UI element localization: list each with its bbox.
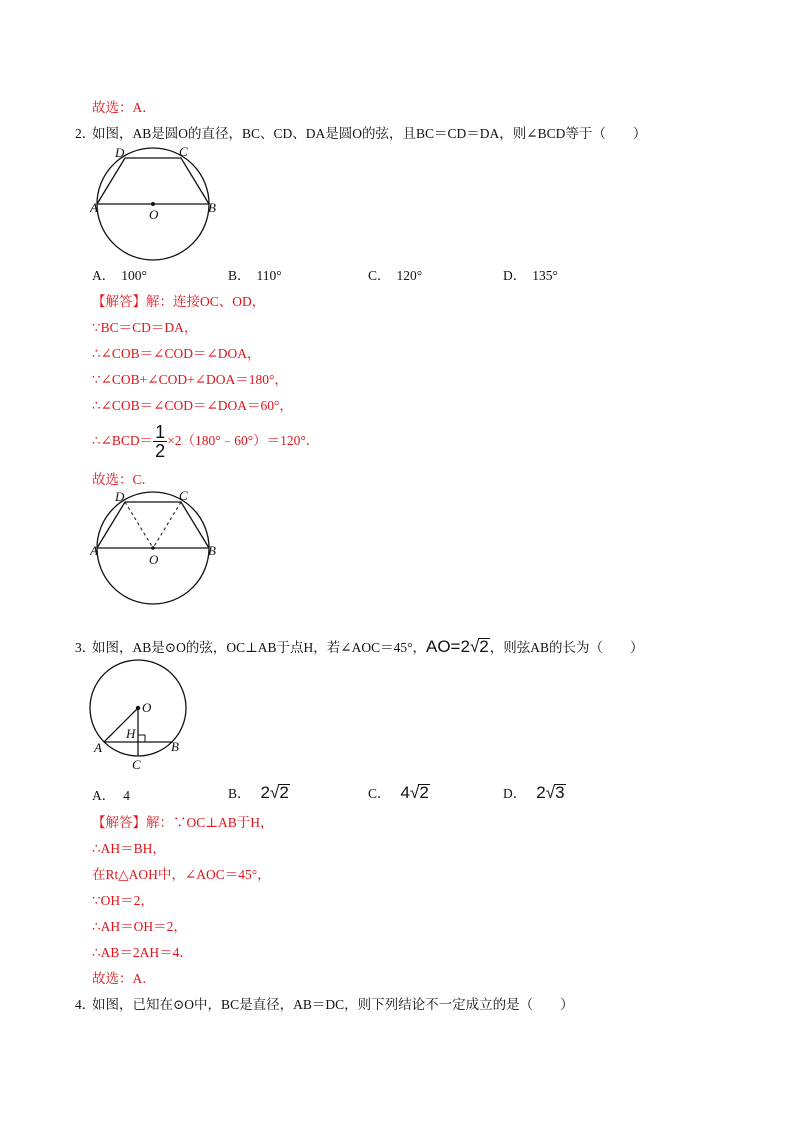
q2-label-o: O — [149, 207, 159, 222]
q3-option-d: D． 2√3 — [503, 783, 565, 802]
q4-stem: 如图，已知在⊙O中，BC是直径，AB＝DC，则下列结论不一定成立的是（ ） — [92, 997, 574, 1012]
q2-solution-line-1: 【解答】解：连接OC、OD， — [92, 294, 266, 309]
q2-option-a: A． 100° — [92, 268, 147, 283]
q2-stem: 如图，AB是圆O的直径，BC、CD、DA是圆O的弦，且BC＝CD＝DA，则∠BCD等于（ ） — [92, 126, 647, 141]
q3-label-h: H — [126, 726, 136, 741]
q3-label-a: A — [94, 740, 102, 755]
q3-solution-line-5: ∴AH＝OH＝2， — [92, 919, 187, 934]
q3-option-a: A． 4 — [92, 788, 130, 803]
q3-center-dot — [136, 706, 140, 710]
q2-solution-figure — [90, 488, 220, 610]
q2-solution-line-3: ∴∠COB＝∠COD＝∠DOA， — [92, 346, 261, 361]
q3-number: 3． — [75, 640, 96, 655]
q3-label-b: B — [171, 739, 179, 754]
q2s-label-b: B — [208, 543, 216, 558]
q3-right-angle-mark — [138, 735, 145, 742]
q2s-label-c: C — [179, 488, 188, 503]
q3-figure — [88, 658, 218, 776]
q3-solution-line-1: 【解答】解：∵OC⊥AB于H， — [92, 815, 274, 830]
q3-option-c: C． 4√2 — [368, 783, 429, 802]
q3-solution-line-4: ∵OH＝2， — [92, 893, 154, 908]
q2-figure — [90, 142, 220, 264]
q2-solution-final: ∴∠BCD＝ $\frac{1}{2}$ ×2（180°﹣60°）＝120°． — [92, 422, 320, 462]
q3-solution-line-3: 在Rt△AOH中，∠AOC＝45°， — [92, 867, 271, 882]
q2s-center-dot — [151, 546, 155, 550]
q2-solution-line-5: ∴∠COB＝∠COD＝∠DOA＝60°， — [92, 398, 293, 413]
q3-label-o: O — [142, 700, 152, 715]
q2s-label-o: O — [149, 552, 159, 567]
q3-solution-line-6: ∴AB＝2AH＝4． — [92, 945, 193, 960]
q2-solution-line-2: ∵BC＝CD＝DA， — [92, 320, 198, 335]
q2s-dashed-oc — [153, 502, 181, 548]
q3-stem: 如图，AB是⊙O的弦，OC⊥AB于点H，若∠AOC＝45°，AO=2√2，则弦AB的长为（ ） — [92, 637, 644, 656]
q2-label-c: C — [179, 144, 188, 159]
q2-option-b: B． 110° — [228, 268, 282, 283]
q2-center-dot — [151, 202, 155, 206]
q2s-label-d: D — [115, 489, 125, 504]
q2-label-d: D — [115, 145, 125, 160]
q3-stem-math: AO=2√2 — [425, 637, 489, 656]
q2-solution-line-4: ∵∠COB+∠COD+∠DOA＝180°， — [92, 372, 288, 387]
q2-option-c: C． 120° — [368, 268, 423, 283]
q2-number: 2． — [75, 126, 96, 141]
q2-label-a: A — [90, 200, 98, 215]
q2s-label-a: A — [90, 543, 98, 558]
q3-solution-line-2: ∴AH＝BH， — [92, 841, 166, 856]
q3-label-c: C — [132, 757, 141, 772]
q2-fraction: $\frac{1}{2}$ — [155, 422, 166, 462]
q2-answer: 故选：C． — [92, 472, 156, 487]
q3-answer: 故选：A． — [92, 971, 156, 986]
q2-option-d: D． 135° — [503, 268, 558, 283]
q4-number: 4． — [75, 997, 96, 1012]
q3-option-b: B． 2√2 — [228, 783, 289, 802]
q2s-dashed-od — [125, 502, 153, 548]
q2-label-b: B — [208, 200, 216, 215]
q1-answer: 故选：A． — [92, 100, 156, 115]
